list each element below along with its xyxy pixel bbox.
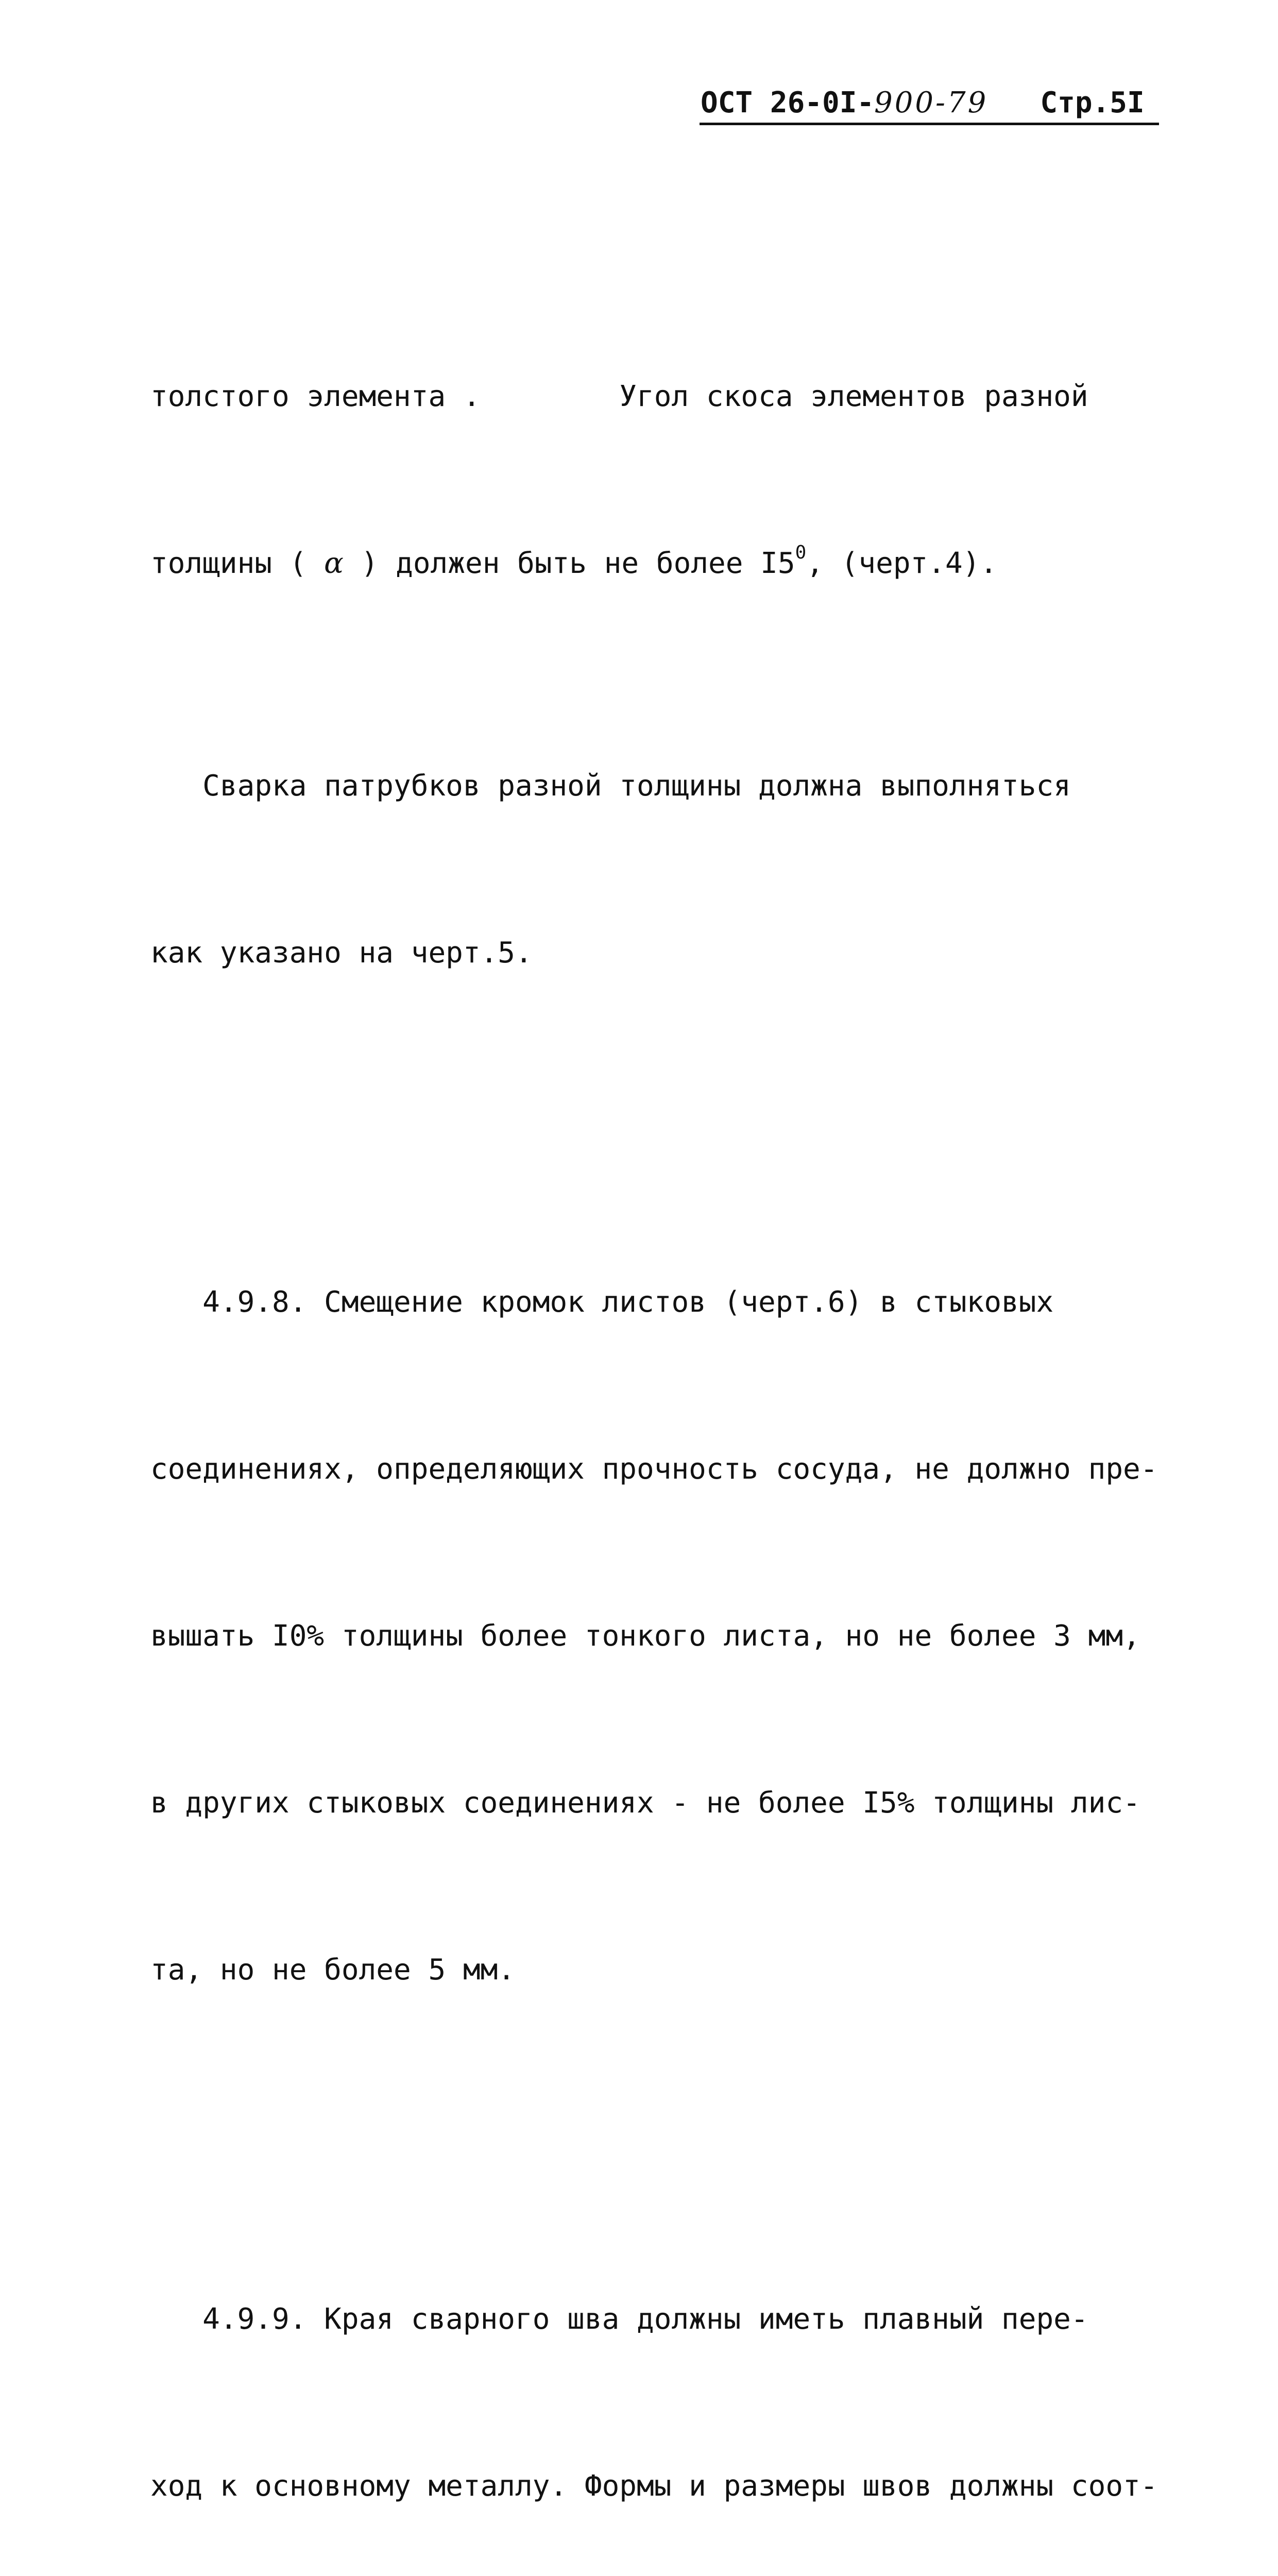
header-text — [701, 82, 1145, 124]
text-line: Сварка патрубков разной толщины должна выполняться — [150, 769, 1071, 803]
text-line: 4.9.9. Края сварного шва должны иметь плавный пере- — [150, 2302, 1088, 2336]
paragraph-gap — [150, 2109, 1160, 2125]
text-fragment: толщины ( — [150, 547, 325, 580]
text-line: как указано на черт.5. — [150, 936, 533, 970]
header-underline — [700, 123, 1159, 125]
text-line — [150, 536, 1160, 591]
text-fragment: ) должен быть не более I5 — [343, 547, 795, 580]
text-line: толстого элемента . Угол скоса элементов разной — [150, 380, 1088, 413]
text-line: вышать I0% толщины более тонкого листа, но не более 3 мм, — [150, 1619, 1140, 1653]
alpha-symbol: α — [324, 547, 344, 580]
text-line: ход к основному металлу. Формы и размеры швов должны соот- — [150, 2469, 1158, 2503]
document-number: 900-79 — [874, 86, 989, 120]
document-body — [150, 258, 1160, 2576]
text-line: 4.9.8. Смещение кромок листов (черт.6) в стыковых — [150, 1285, 1054, 1319]
document-code: ОСТ 26-0I- — [701, 86, 875, 120]
page-header — [701, 82, 1164, 129]
degree-superscript: 0 — [795, 542, 807, 563]
page-number: Стр.5I — [1040, 86, 1145, 120]
text-line: та, но не более 5 мм. — [150, 1953, 516, 1987]
text-line: соединениях, определяющих прочность сосуда, не должно пре- — [150, 1452, 1158, 1486]
paragraph-gap — [150, 1092, 1160, 1108]
text-line: в других стыковых соединениях - не более I5% толщины лис- — [150, 1786, 1140, 1820]
text-fragment: , (черт.4). — [806, 547, 998, 580]
